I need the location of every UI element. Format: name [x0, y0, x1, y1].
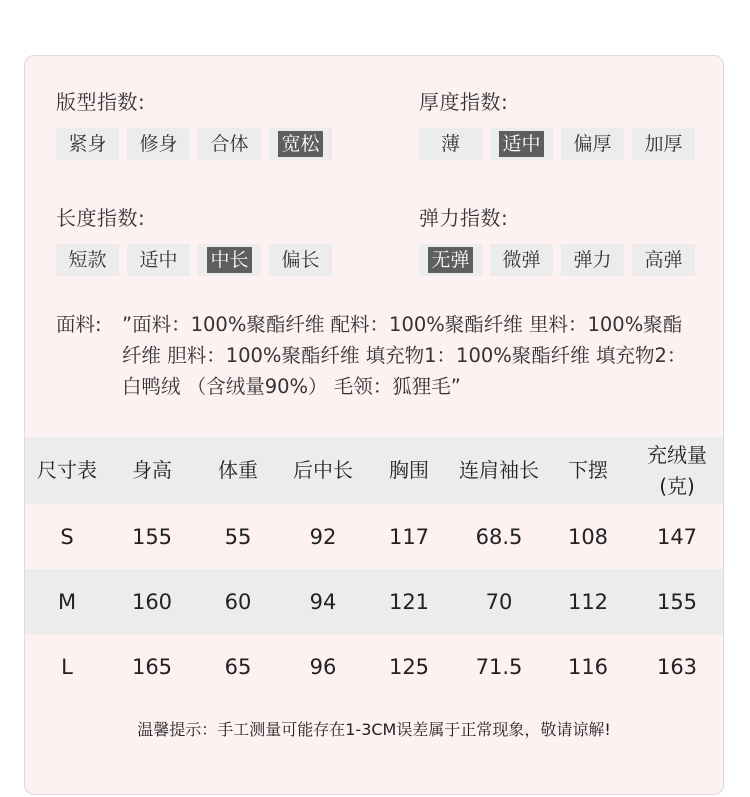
header-hem: 下摆	[568, 458, 608, 482]
header-back-length: 后中长	[293, 458, 353, 482]
table-cell: 163	[656, 654, 698, 679]
header-down-fill-line1: 充绒量	[647, 442, 707, 467]
header-chest: 胸围	[389, 458, 429, 482]
header-height: 身高	[132, 458, 172, 482]
header-size-chart: 尺寸表	[37, 458, 97, 482]
fit-option-regular: 合体	[198, 128, 261, 160]
header-sleeve-length: 连肩袖长	[459, 458, 539, 482]
fit-option-slim: 修身	[127, 128, 190, 160]
thickness-index-options	[419, 128, 695, 160]
table-cell: 117	[388, 524, 430, 549]
length-index-title: 长度指数:	[56, 206, 146, 230]
measurement-note: 温馨提示：手工测量可能存在1-3CM误差属于正常现象，敬请谅解!	[137, 720, 611, 739]
length-index-options	[56, 244, 332, 276]
table-cell: 60	[224, 589, 252, 614]
length-option-mid-selected: 中长	[198, 244, 261, 276]
size-table	[25, 437, 723, 699]
header-down-fill-line2: (克)	[659, 473, 695, 498]
elasticity-option-slight: 微弹	[490, 244, 553, 276]
fit-option-tight: 紧身	[56, 128, 119, 160]
elasticity-index-title: 弹力指数:	[419, 206, 509, 230]
length-option-regular: 适中	[127, 244, 190, 276]
table-cell: 70	[485, 589, 513, 614]
header-down-fill	[631, 437, 723, 504]
header-weight: 体重	[218, 458, 258, 482]
thickness-index-group	[419, 90, 683, 155]
table-cell: 116	[567, 654, 609, 679]
table-cell: 147	[656, 524, 698, 549]
table-cell: 96	[309, 654, 337, 679]
thickness-option-thick: 偏厚	[561, 128, 624, 160]
material-label: 面料:	[56, 313, 102, 336]
length-index-group	[56, 206, 320, 271]
thickness-option-extra-thick: 加厚	[632, 128, 695, 160]
elasticity-index-options	[419, 244, 695, 276]
table-cell: 71.5	[475, 654, 523, 679]
table-cell: 112	[567, 589, 609, 614]
thickness-option-thin: 薄	[419, 128, 482, 160]
table-cell: 68.5	[475, 524, 523, 549]
table-row	[25, 634, 723, 699]
elasticity-option-none-selected: 无弹	[419, 244, 482, 276]
table-cell: 160	[131, 589, 173, 614]
material-text: ”面料：100%聚酯纤维 配料：100%聚酯纤维 里料：100%聚酯纤维 胆料：100%聚酯纤维 填充物1：100%聚酯纤维 填充物2：白鸭绒 （含绒量90%） 毛领：狐狸毛”	[122, 313, 687, 398]
elasticity-option-stretch: 弹力	[561, 244, 624, 276]
table-cell: 155	[131, 524, 173, 549]
table-row	[25, 504, 723, 569]
table-cell: 65	[224, 654, 252, 679]
thickness-index-title: 厚度指数:	[419, 90, 509, 114]
table-cell: 94	[309, 589, 337, 614]
length-option-short: 短款	[56, 244, 119, 276]
table-cell: 121	[388, 589, 430, 614]
fit-index-title: 版型指数:	[56, 90, 146, 114]
table-cell: 55	[224, 524, 252, 549]
size-table-header-row	[25, 437, 723, 504]
table-cell: 92	[309, 524, 337, 549]
table-row	[25, 569, 723, 634]
length-option-long: 偏长	[269, 244, 332, 276]
table-cell: 165	[131, 654, 173, 679]
table-cell: S	[60, 524, 74, 549]
table-cell: M	[57, 589, 77, 614]
table-cell: 155	[656, 589, 698, 614]
fit-index-group	[56, 90, 320, 155]
table-cell: 125	[388, 654, 430, 679]
fit-index-options	[56, 128, 332, 160]
elasticity-index-group	[419, 206, 683, 271]
thickness-option-medium-selected: 适中	[490, 128, 553, 160]
table-cell: 108	[567, 524, 609, 549]
elasticity-option-high: 高弹	[632, 244, 695, 276]
size-info-card	[24, 55, 724, 795]
table-cell: L	[61, 654, 73, 679]
fit-option-loose-selected: 宽松	[269, 128, 332, 160]
